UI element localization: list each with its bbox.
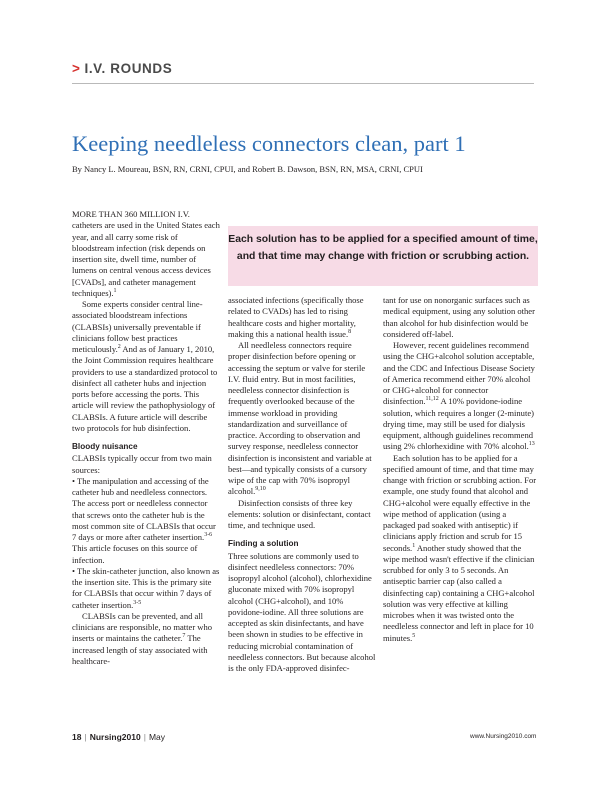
journal-name: Nursing2010: [89, 732, 141, 742]
paragraph: MORE THAN 360 MILLION I.V. catheters are used in the United States each year, and all carry some risk of bloodstream infection (risk depends on insertion site, dwell time, number of lumens on central venous access devices [CVADs], and catheter management techniques).$^1$: [72, 209, 220, 298]
page-number: 18: [72, 732, 82, 742]
column-1: [72, 209, 222, 667]
issue-month: May: [148, 732, 165, 742]
section-heading: Finding a solution: [228, 539, 299, 549]
paragraph: CLABSIs can be prevented, and all clinicians are responsible, no matter who inserts or maintains the catheter.$^7$ The increased length of stay associated with healthcare-: [72, 610, 213, 666]
paragraph: Three solutions are commonly used to disinfect needleless connectors: 70% isopropyl alcohol (alcohol), chlorhexidine gluconate mixed with 70% isopropyl alcohol (CHG+alcohol), and 10% povidone-iodine. All three solutions are accepted as skin disinfectants, and have been shown in studies to be effective in reducing microbial contamination of needleless connectors. But because alcohol is the only FDA-approved disinfec-: [228, 550, 376, 673]
paragraph: CLABSIs typically occur from two main sources:: [72, 453, 212, 475]
bullet-item: • The skin-catheter junction, also known as the insertion site. This is the primary site for CLABSIs that occur within 7 days of catheter insertion.$^{3-5}$: [72, 565, 220, 610]
article-title: Keeping needleless connectors clean, part 1: [72, 131, 466, 156]
paragraph: tant for use on nonorganic surfaces such as medical equipment, using any solution other than alcohol for hub disinfection would be considered off-label.: [383, 295, 535, 339]
column-3: [383, 295, 538, 644]
paragraph: Disinfection consists of three key elements: solution or disinfectant, contact time, and technique used.: [228, 497, 371, 530]
pull-quote-text: Each solution has to be applied for a specified amount of time, and that time may change with friction or scrubbing action.: [228, 234, 538, 262]
paragraph: Each solution has to be applied for a specified amount of time, and that time may change with friction or scrubbing action. For example, one study found that alcohol and CHG+alcohol were equally effective in the wipe method of application (using a packaged pad soaked with antiseptic) if clinicians apply friction and scrub for 15 seconds.$^1$ Another study showed that the wipe method wasn't effective if the clinician scrubbed for only 3 to 5 seconds. An antiseptic barrier cap (also called a disinfecting cap) containing a CHG+alcohol solution was very effective at killing microbes when it was twisted onto the needleless connector and left in place for 10 minutes.$^5$: [383, 452, 537, 643]
section-heading: Bloody nuisance: [72, 442, 138, 451]
pull-quote: [228, 226, 538, 286]
column-2: [228, 295, 376, 674]
footer-url[interactable]: www.Nursing2010.com: [470, 733, 537, 740]
section-title: I.V. ROUNDS: [84, 61, 173, 76]
paragraph: However, recent guidelines recommend using the CHG+alcohol solution acceptable, and the CDC and Infectious Disease Society of America recommend either 70% alcohol or CHG+alcohol for connector disinfection.$^{11,12}$ A 10% povidone-iodine solution, which requires a longer (2-minute) drying time, may still be used for dialysis equipment, although guidelines recommend using 2% chlorhexidine with 70% alcohol.$^{13}$: [383, 340, 535, 452]
header-rule: [72, 83, 534, 84]
section-arrow: >: [72, 61, 81, 76]
paragraph: Some experts consider central line-associated bloodstream infections (CLABSIs) universally preventable if clinicians follow best practices meticulously.$^2$ And as of January 1, 2010, the Joint Commission requires healthcare providers to use a standardized protocol to disinfect all catheter hubs and injection ports before accessing the ports. This article will review the pathophysiology of CLABSIs. A future article will describe two protocols for hub disinfection.: [72, 299, 218, 433]
bullet-item: • The manipulation and accessing of the catheter hub and needleless connectors. The access port or needleless connector that screws onto the catheter hub is the most common site of CLABSIs that occur 7 days or more after catheter insertion.$^{3-6}$ This article focuses on this source of infection.: [72, 475, 216, 565]
article-byline: By Nancy L. Moureau, BSN, RN, CRNI, CPUI, and Robert B. Dawson, BSN, RN, MSA, CRNI, CPUI: [72, 164, 423, 174]
paragraph: All needleless connectors require proper disinfection before opening or accessing the septum or valve for sterile I.V. fluid entry. But in most facilities, needleless connector disinfection is frequently overlooked because of the immense workload in providing standardization and surveillance of practice. According to observation and survey response, needleless connector disinfection is inconsistent and variable at best—and typically consists of a cursory wipe of the cap with 70% isopropyl alcohol.$^{9,10}$: [228, 340, 372, 497]
footer-left: 18 | Nursing2010 | May: [72, 732, 165, 742]
paragraph: associated infections (specifically those related to CVADs) has led to rising healthcare costs and higher mortality, making this a national health issue.$^8$: [228, 295, 364, 339]
section-label: [72, 61, 172, 76]
